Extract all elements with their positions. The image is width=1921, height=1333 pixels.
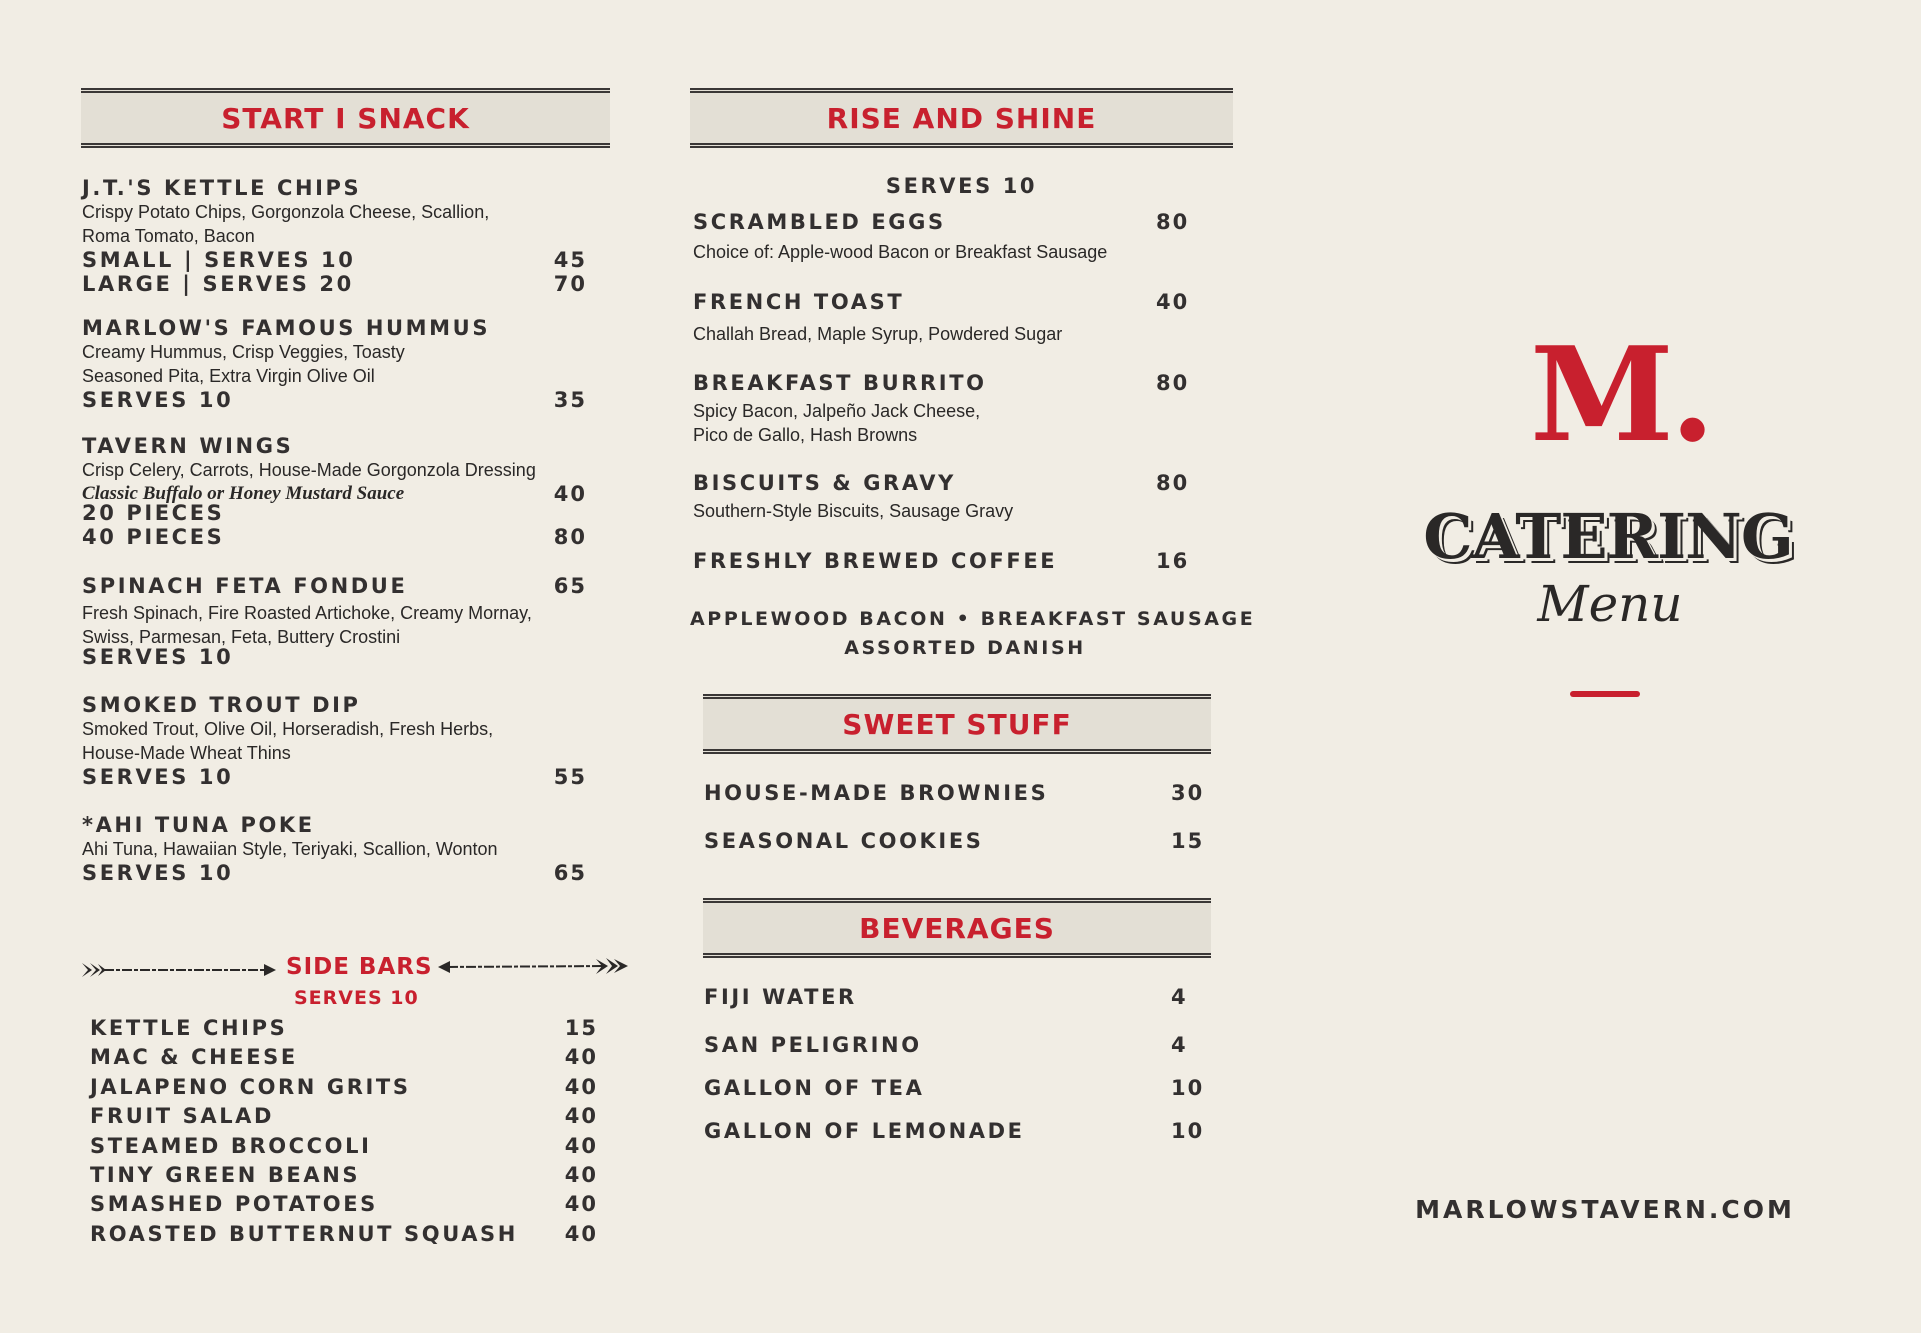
item-size: SERVES 10 xyxy=(82,388,234,412)
menu-item-ahi-tuna xyxy=(82,813,587,885)
item-desc: Roma Tomato, Bacon xyxy=(82,226,255,246)
website-url: MARLOWSTAVERN.COM xyxy=(1415,1195,1795,1224)
list-item xyxy=(90,1163,598,1192)
item-size: 40 PIECES xyxy=(82,525,225,549)
sweet-item-price: 30 xyxy=(1171,781,1205,805)
menu-item-spinach-fondue xyxy=(82,574,587,669)
item-size: SERVES 10 xyxy=(82,765,234,789)
rise-shine-header xyxy=(690,88,1233,148)
item-name: FRESHLY BREWED COFFEE xyxy=(693,549,1058,573)
list-item xyxy=(704,1033,1209,1057)
rise-shine-serves: SERVES 10 xyxy=(885,174,1038,198)
start-snack-title: START I SNACK xyxy=(221,101,470,135)
item-price: 40 xyxy=(1156,290,1190,314)
item-name: SPINACH FETA FONDUE xyxy=(82,574,408,598)
item-desc: Fresh Spinach, Fire Roasted Artichoke, Creamy Mornay, xyxy=(82,603,532,623)
beverage-name: GALLON OF LEMONADE xyxy=(704,1119,1025,1143)
list-item xyxy=(90,1104,598,1133)
beverages-title: BEVERAGES xyxy=(859,911,1055,945)
side-bars-subtitle: SERVES 10 xyxy=(294,987,419,1009)
side-item-name: SMASHED POTATOES xyxy=(90,1192,378,1217)
beverages-header xyxy=(703,898,1211,958)
menu-item-hummus xyxy=(82,316,587,412)
item-desc: Pico de Gallo, Hash Browns xyxy=(693,425,918,445)
side-item-price: 40 xyxy=(564,1074,598,1099)
item-size: LARGE | SERVES 20 xyxy=(82,272,354,296)
menu-item-tavern-wings xyxy=(82,434,587,549)
item-desc: Seasoned Pita, Extra Virgin Olive Oil xyxy=(82,366,375,386)
item-name: *AHI TUNA POKE xyxy=(82,813,315,837)
sweet-item-name: HOUSE-MADE BROWNIES xyxy=(704,781,1049,805)
side-item-name: STEAMED BROCCOLI xyxy=(90,1133,372,1158)
side-item-price: 15 xyxy=(564,1016,598,1040)
item-name: J.T.'S KETTLE CHIPS xyxy=(82,176,362,200)
beverage-price: 10 xyxy=(1171,1076,1205,1100)
item-name: TAVERN WINGS xyxy=(82,434,294,458)
list-item xyxy=(704,1076,1209,1100)
list-item xyxy=(704,781,1209,805)
item-desc: Ahi Tuna, Hawaiian Style, Teriyaki, Scallion, Wonton xyxy=(82,839,498,859)
item-price: 70 xyxy=(553,272,587,296)
list-item xyxy=(90,1222,598,1251)
item-price: 80 xyxy=(1156,471,1190,495)
item-desc: Southern-Style Biscuits, Sausage Gravy xyxy=(693,501,1014,521)
item-price: 16 xyxy=(1156,549,1190,573)
item-price: 65 xyxy=(553,861,587,885)
brand-logo: M. xyxy=(1530,318,1712,471)
item-desc: House-Made Wheat Thins xyxy=(82,743,291,763)
item-sauce-options: Classic Buffalo or Honey Mustard Sauce xyxy=(82,483,405,504)
brand-catering: CATERING xyxy=(1423,500,1793,573)
sweet-item-price: 15 xyxy=(1171,829,1205,853)
list-item xyxy=(90,1134,598,1163)
item-desc: Smoked Trout, Olive Oil, Horseradish, Fresh Herbs, xyxy=(82,719,494,739)
beverage-name: FIJI WATER xyxy=(704,985,857,1009)
list-item xyxy=(90,1075,598,1104)
item-size: 20 PIECES xyxy=(82,501,225,525)
list-item xyxy=(90,1192,598,1221)
item-size: SERVES 10 xyxy=(82,645,234,669)
item-desc: Crisp Celery, Carrots, House-Made Gorgonzola Dressing xyxy=(82,460,536,480)
rise-shine-title: RISE AND SHINE xyxy=(826,101,1097,135)
list-item xyxy=(90,1016,598,1045)
side-item-price: 40 xyxy=(564,1104,598,1129)
sweet-stuff-title: SWEET STUFF xyxy=(842,707,1072,741)
menu-item-trout-dip xyxy=(82,693,587,789)
item-desc: Challah Bread, Maple Syrup, Powdered Sugar xyxy=(693,324,1063,344)
item-name: SCRAMBLED EGGS xyxy=(693,210,946,234)
list-item xyxy=(90,1045,598,1074)
item-desc: Creamy Hummus, Crisp Veggies, Toasty xyxy=(82,342,405,362)
menu-item-breakfast-burrito xyxy=(693,371,1198,447)
side-bars-list xyxy=(90,1016,598,1251)
side-item-price: 40 xyxy=(564,1221,598,1246)
sweet-item-name: SEASONAL COOKIES xyxy=(704,829,984,853)
side-bars-title: SIDE BARS xyxy=(286,954,433,980)
side-item-name: KETTLE CHIPS xyxy=(90,1016,288,1040)
side-item-price: 40 xyxy=(564,1162,598,1187)
item-desc: Choice of: Apple-wood Bacon or Breakfast Sausage xyxy=(693,242,1108,262)
beverage-name: SAN PELIGRINO xyxy=(704,1033,922,1057)
side-item-name: ROASTED BUTTERNUT SQUASH xyxy=(90,1221,518,1246)
side-item-name: MAC & CHEESE xyxy=(90,1045,298,1070)
side-item-price: 40 xyxy=(564,1133,598,1158)
right-arrow-ornament xyxy=(436,955,632,979)
item-price: 40 xyxy=(553,482,587,506)
menu-item-kettle-chips xyxy=(82,176,587,296)
item-size: SMALL | SERVES 10 xyxy=(82,248,356,272)
menu-item-coffee xyxy=(693,549,1198,573)
item-price: 80 xyxy=(1156,371,1190,395)
side-item-price: 40 xyxy=(564,1045,598,1070)
rise-shine-extra: ASSORTED DANISH xyxy=(844,637,1086,659)
item-desc: Spicy Bacon, Jalpeño Jack Cheese, xyxy=(693,401,981,421)
item-name: BISCUITS & GRAVY xyxy=(693,471,956,495)
brand-accent-bar xyxy=(1570,691,1640,697)
item-desc: Crispy Potato Chips, Gorgonzola Cheese, Scallion, xyxy=(82,202,490,222)
item-price: 80 xyxy=(1156,210,1190,234)
brand-menu-script: Menu xyxy=(1537,575,1683,633)
menu-item-biscuits-gravy xyxy=(693,471,1198,523)
beverage-price: 4 xyxy=(1171,1033,1188,1057)
item-desc: Swiss, Parmesan, Feta, Buttery Crostini xyxy=(82,627,401,647)
item-price: 45 xyxy=(553,248,587,272)
item-name: FRENCH TOAST xyxy=(693,290,905,314)
beverage-name: GALLON OF TEA xyxy=(704,1076,925,1100)
item-name: MARLOW'S FAMOUS HUMMUS xyxy=(82,316,491,340)
start-snack-header xyxy=(81,88,610,148)
list-item xyxy=(704,985,1209,1009)
item-price: 80 xyxy=(553,525,587,549)
side-item-name: TINY GREEN BEANS xyxy=(90,1162,361,1187)
beverage-price: 4 xyxy=(1171,985,1188,1009)
list-item xyxy=(704,829,1209,853)
side-item-price: 40 xyxy=(564,1192,598,1217)
left-arrow-ornament xyxy=(80,958,280,982)
item-price: 65 xyxy=(553,574,587,598)
item-name: BREAKFAST BURRITO xyxy=(693,371,987,395)
beverage-price: 10 xyxy=(1171,1119,1205,1143)
rise-shine-extra: APPLEWOOD BACON • BREAKFAST SAUSAGE xyxy=(690,608,1256,630)
menu-item-scrambled-eggs xyxy=(693,210,1198,264)
item-price: 35 xyxy=(553,388,587,412)
item-name: SMOKED TROUT DIP xyxy=(82,693,361,717)
list-item xyxy=(704,1119,1209,1143)
sweet-stuff-header xyxy=(703,694,1211,754)
menu-item-french-toast xyxy=(693,290,1198,346)
side-item-name: JALAPENO CORN GRITS xyxy=(90,1074,411,1099)
item-price: 55 xyxy=(553,765,587,789)
side-item-name: FRUIT SALAD xyxy=(90,1104,275,1129)
item-size: SERVES 10 xyxy=(82,861,234,885)
